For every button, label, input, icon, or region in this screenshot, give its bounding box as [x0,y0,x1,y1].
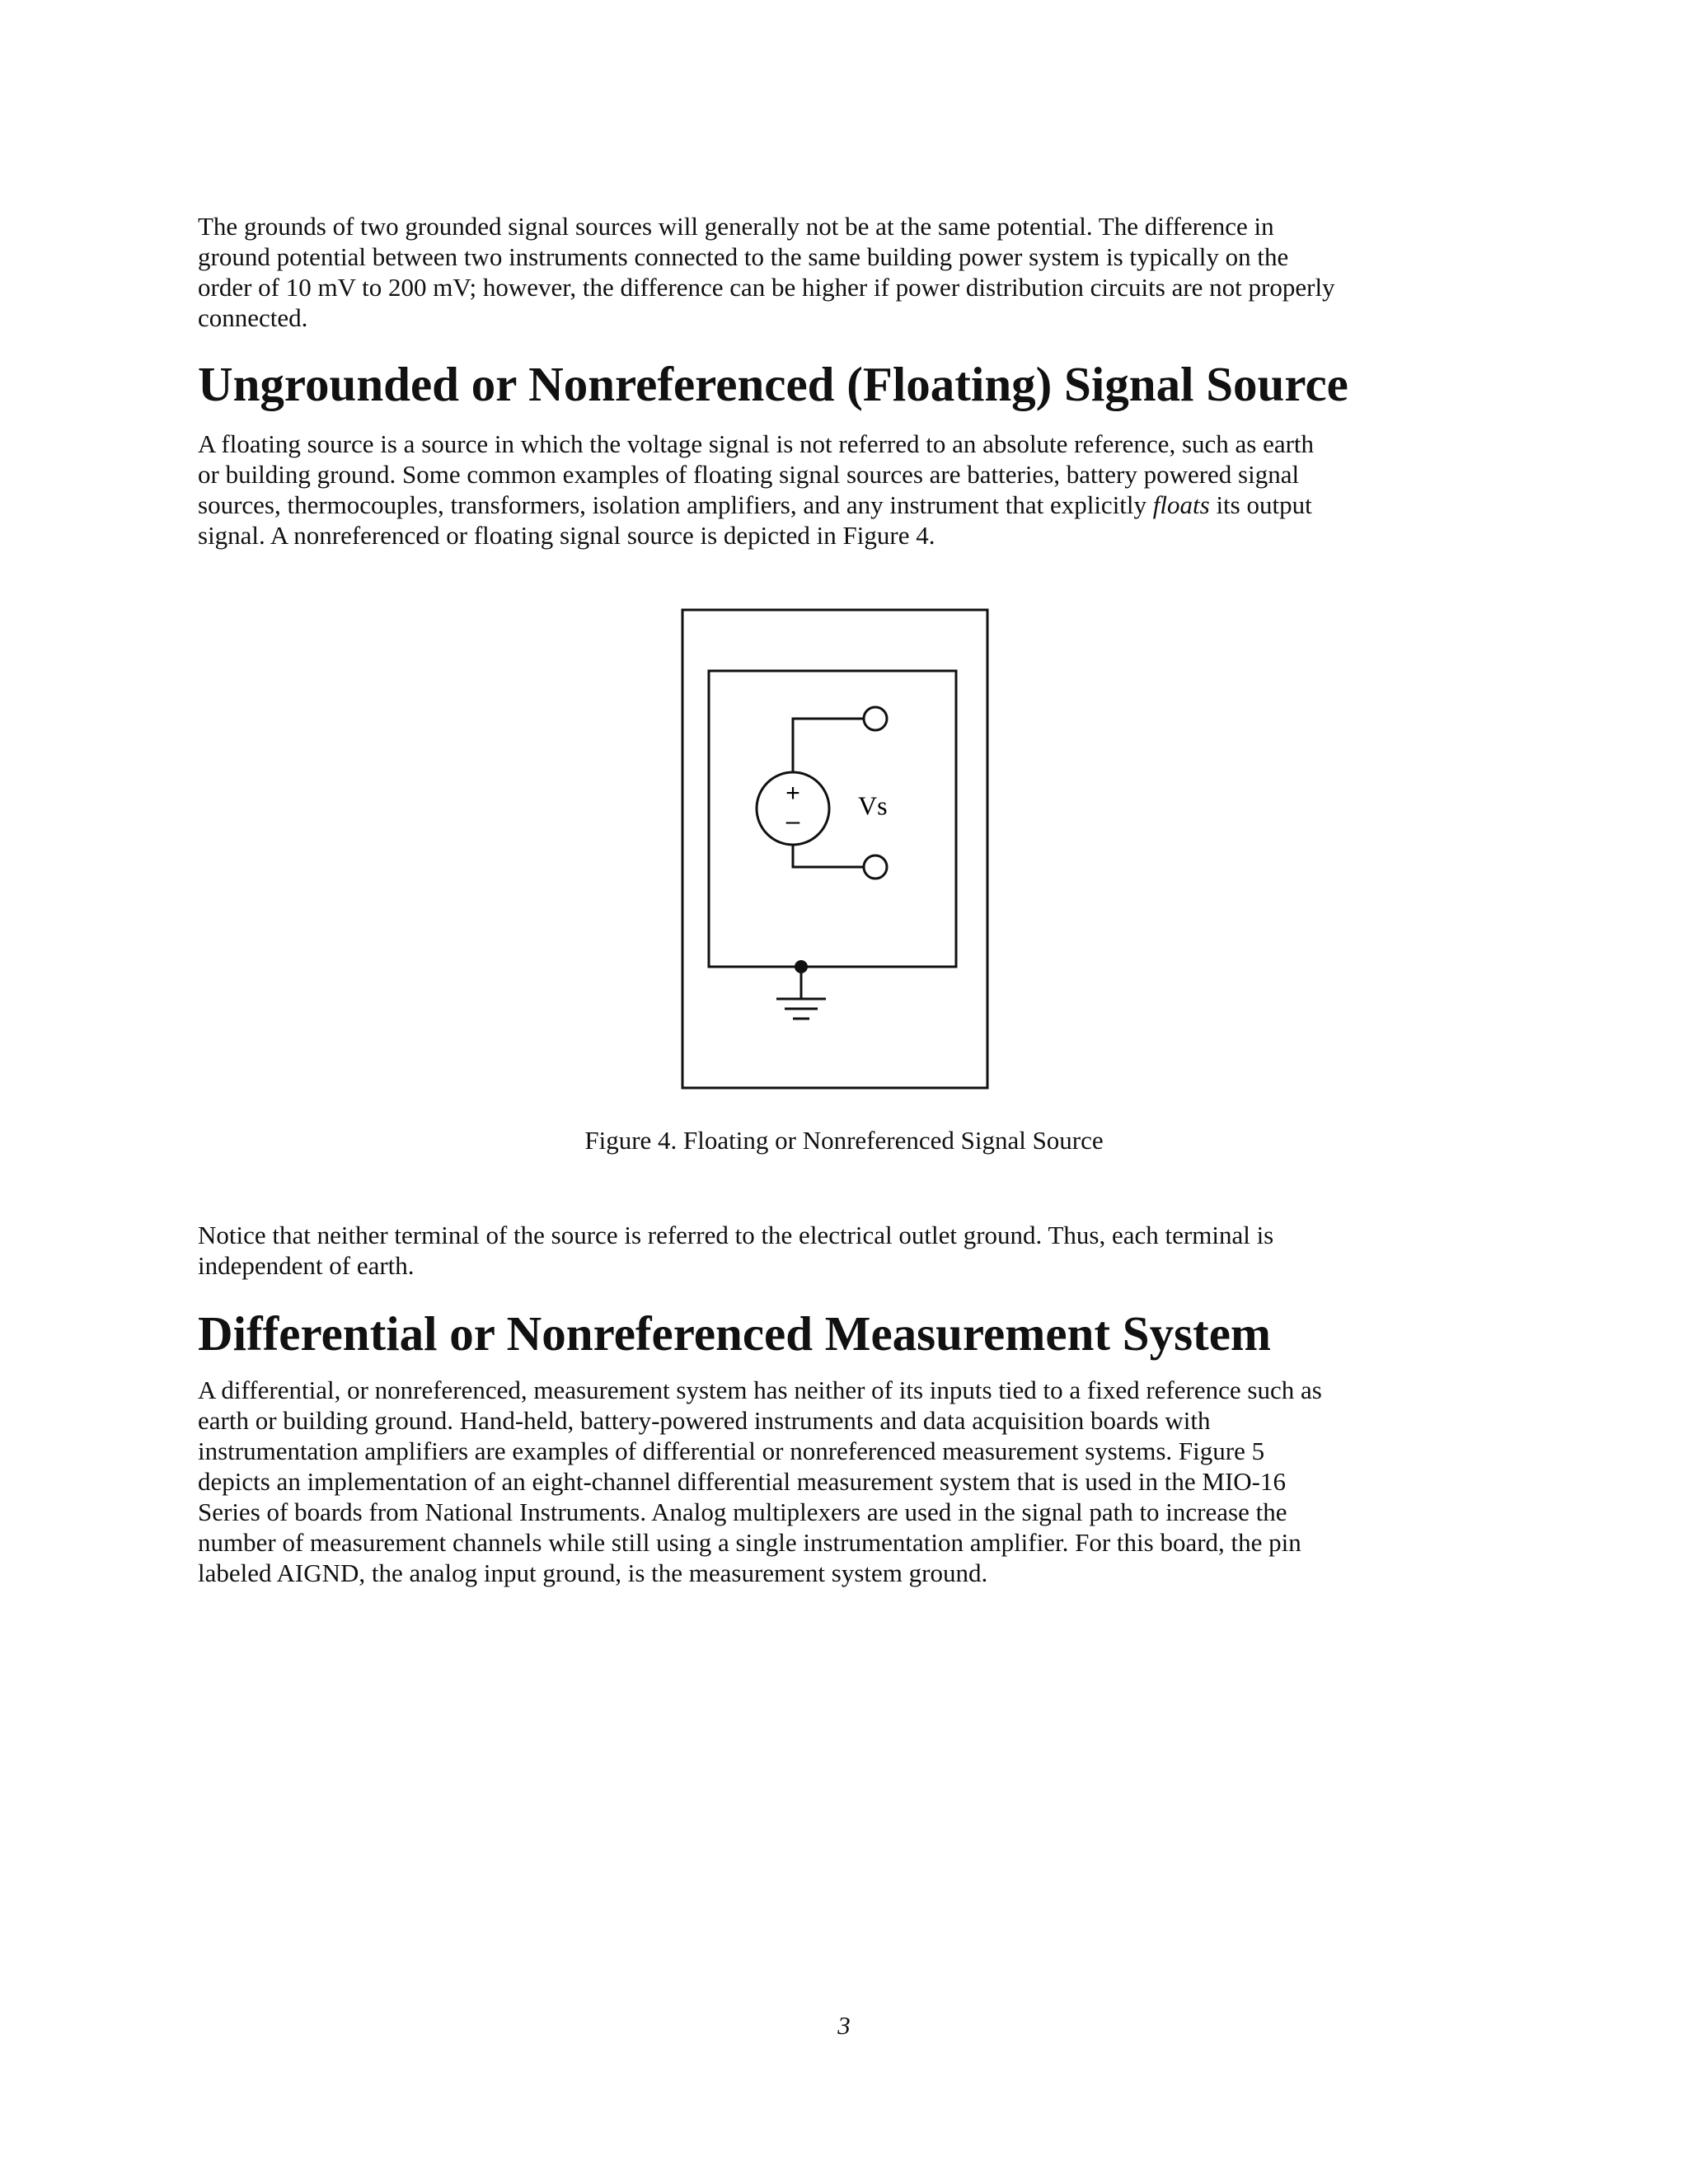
figure-4-circuit-diagram [681,608,994,1091]
paragraph-terminal-independence [198,1220,1484,1281]
section-heading-floating-source: Ungrounded or Nonreferenced (Floating) Signal Source [198,357,1348,411]
text-line: connected. [198,303,308,332]
section-heading-differential-system: Differential or Nonreferenced Measurement System [198,1306,1272,1361]
vs-label: Vs [858,790,888,821]
plus-sign: + [785,779,800,807]
paragraph-grounded-sources [198,211,1484,333]
positive-terminal-icon [864,707,887,730]
text-line: signal. A nonreferenced or floating signal source is depicted in Figure 4. [198,521,935,550]
text-line: The grounds of two grounded signal sources will generally not be at the same potential. The difference in [198,212,1274,241]
text-line: independent of earth. [198,1251,415,1280]
signal-source-box [709,671,956,967]
page-number: 3 [837,2011,851,2040]
text-line: Notice that neither terminal of the source is referred to the electrical outlet ground. Thus, each terminal is [198,1221,1274,1249]
negative-lead-wire [793,845,864,867]
emphasis-floats: floats [1152,490,1210,519]
negative-terminal-icon [864,855,887,879]
text-fragment: its output [1209,490,1312,519]
text-line: Series of boards from National Instruments. Analog multiplexers are used in the signal path to increase the [198,1497,1287,1526]
text-line: A differential, or nonreferenced, measurement system has neither of its inputs tied to a fixed reference such as [198,1376,1322,1404]
text-line: earth or building ground. Hand-held, battery-powered instruments and data acquisition boards with [198,1406,1211,1435]
text-fragment: sources, thermocouples, transformers, isolation amplifiers, and any instrument that explicitly [198,490,1153,519]
text-line: order of 10 mV to 200 mV; however, the difference can be higher if power distribution circuits are not properly [198,273,1335,302]
positive-lead-wire [793,719,864,772]
text-line [198,490,1484,520]
text-line: ground potential between two instruments connected to the same building power system is typically on the [198,242,1289,271]
text-line: A floating source is a source in which the voltage signal is not referred to an absolute reference, such as earth [198,429,1315,458]
text-line: labeled AIGND, the analog input ground, is the measurement system ground. [198,1558,988,1587]
text-line: or building ground. Some common examples of floating signal sources are batteries, battery powered signal [198,460,1300,489]
figure-caption: Figure 4. Floating or Nonreferenced Signal Source [584,1126,1104,1155]
earth-ground-icon [776,999,826,1019]
text-line: number of measurement channels while still using a single instrumentation amplifier. For this board, the pin [198,1528,1301,1557]
outer-enclosure-box [682,610,987,1088]
paragraph-differential-system [198,1375,1484,1588]
text-line: depicts an implementation of an eight-channel differential measurement system that is used in the MIO-16 [198,1467,1286,1496]
paragraph-floating-source [198,429,1484,551]
text-line: instrumentation amplifiers are examples of differential or nonreferenced measurement systems. Figure 5 [198,1436,1265,1465]
minus-sign: – [785,807,800,835]
